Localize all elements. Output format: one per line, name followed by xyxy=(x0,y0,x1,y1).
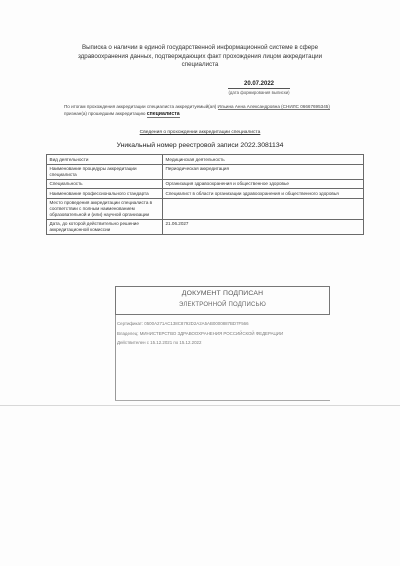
stamp-validity: Действителен с 15.12.2021 по 15.12.2022 xyxy=(117,340,202,346)
formation-date: 20.07.2022 xyxy=(228,81,290,89)
page-divider xyxy=(0,405,400,406)
table-cell-label: Специальность xyxy=(47,179,163,189)
table-cell-label: Наименование профессионального стандарта xyxy=(47,189,163,199)
person-name: Ильина Анна Александровна (СНИЛС 06667695345) xyxy=(217,104,330,109)
table-cell-value xyxy=(163,198,364,219)
table-cell-value: 21.06.2027 xyxy=(163,219,364,234)
table-cell-value: Специалист в области организации здравоохранения и общественного здоровья xyxy=(163,189,364,199)
table-cell-label: Место проведения аккредитации специалиста в соответствии с полным наименованием образовательной и (или) научной организации xyxy=(47,198,163,219)
stamp-certificate: Сертификат: 0500A271AC138C8792D2A2A5AB0000887BD7F566 xyxy=(117,321,249,326)
stamp-frame-bottom xyxy=(115,400,330,401)
formation-date-block xyxy=(228,81,290,95)
table-cell-label: Вид деятельности xyxy=(47,155,163,165)
result-level: специалиста xyxy=(146,110,180,117)
stamp-title-line2: ЭЛЕКТРОННОЙ ПОДПИСЬЮ xyxy=(179,302,266,308)
table-row xyxy=(47,164,364,179)
stamp-owner: Владелец: МИНИСТЕРСТВО ЗДРАВООХРАНЕНИЯ РОССИЙСКОЙ ФЕДЕРАЦИИ xyxy=(117,330,284,336)
table-cell-label: Наименование процедуры аккредитации специалиста xyxy=(47,164,163,179)
accreditation-result-text xyxy=(64,104,354,117)
table-cell-value: Периодическая аккредитация xyxy=(163,164,364,179)
result-middle: признан(а) прошедшим аккредитацию xyxy=(64,110,146,116)
table-row xyxy=(47,219,364,234)
table-cell-label: Дата, до которой действительно решение аккредитационной комиссии xyxy=(47,219,163,234)
electronic-signature-stamp xyxy=(115,286,332,408)
stamp-header-box xyxy=(115,286,330,315)
table-cell-value: Организация здравоохранения и общественное здоровье xyxy=(163,179,364,189)
table-row xyxy=(47,179,364,189)
document-title: Выписка о наличии в единой государственной информационной системе в сфере здравоохранения данных, подтверждающих факт прохождения лицом аккредитации специалиста xyxy=(77,44,323,69)
table-row xyxy=(47,189,364,199)
formation-date-caption: (дата формирования выписки) xyxy=(228,90,290,95)
stamp-details xyxy=(117,321,327,350)
table-row xyxy=(47,198,364,219)
stamp-frame-left xyxy=(115,315,116,401)
table-cell-value: Медицинская деятельность xyxy=(163,155,364,165)
table-row xyxy=(47,155,364,165)
info-heading: Сведения о прохождении аккредитации специалиста xyxy=(139,130,261,135)
stamp-title-line1: ДОКУМЕНТ ПОДПИСАН xyxy=(181,290,264,297)
result-prefix: По итогам прохождения аккредитации специалиста аккредитуемый(ая) xyxy=(64,104,217,109)
registry-number-line: Уникальный номер реестровой записи 2022.3081134 xyxy=(116,142,284,149)
accreditation-info-table xyxy=(46,154,364,235)
